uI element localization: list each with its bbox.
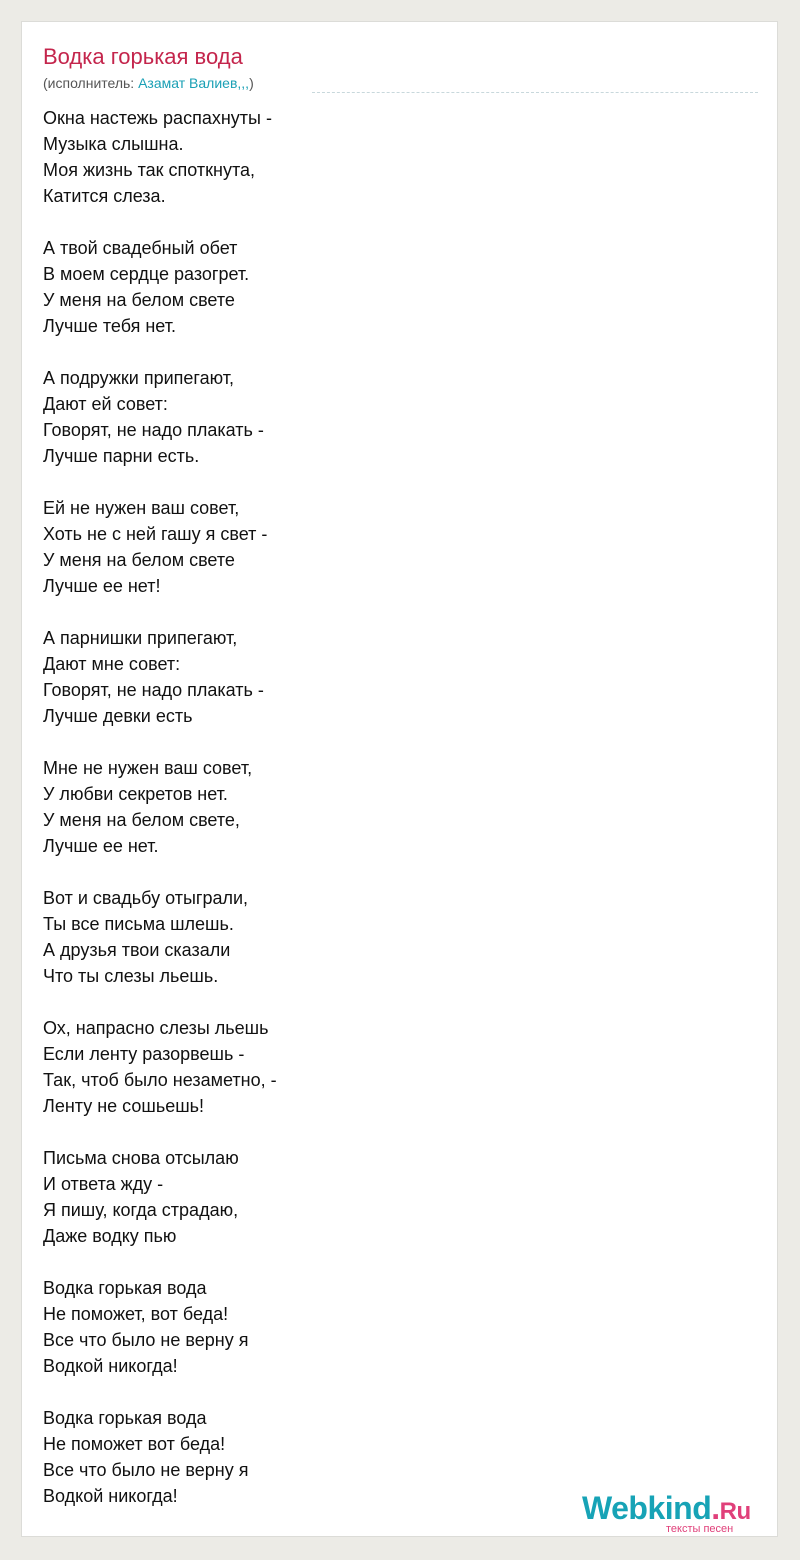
lyrics-line: Лучше тебя нет. [43, 316, 176, 336]
lyrics-line: Говорят, не надо плакать - [43, 680, 264, 700]
lyrics-line: Лучше парни есть. [43, 446, 200, 466]
lyrics-line: Лучше девки есть [43, 706, 193, 726]
lyrics-stanza [43, 1145, 277, 1249]
artist-line [43, 74, 254, 92]
lyrics-line: Катится слеза. [43, 186, 166, 206]
lyrics-line: Водкой никогда! [43, 1356, 178, 1376]
lyrics-line: Водка горькая вода [43, 1278, 207, 1298]
logo-name: Webkind [582, 1490, 712, 1526]
lyrics-line: Лучше ее нет! [43, 576, 161, 596]
lyrics-line: Все что было не верну я [43, 1460, 249, 1480]
lyrics-line: У меня на белом свете [43, 290, 235, 310]
lyrics-line: Не поможет, вот беда! [43, 1304, 229, 1324]
lyrics-line: У меня на белом свете [43, 550, 235, 570]
lyrics-line: Моя жизнь так споткнута, [43, 160, 256, 180]
lyrics-stanza [43, 885, 277, 989]
lyrics-line: Вот и свадьбу отыграли, [43, 888, 249, 908]
lyrics-stanza [43, 755, 277, 859]
song-title: Водка горькая вода [43, 44, 243, 69]
logo-tagline: тексты песен [666, 1523, 734, 1535]
title-divider [312, 92, 758, 93]
lyrics-line: Я пишу, когда страдаю, [43, 1200, 239, 1220]
lyrics-line: Что ты слезы льешь. [43, 966, 219, 986]
lyrics-line: Ты все письма шлешь. [43, 914, 234, 934]
webkind-logo[interactable] [582, 1490, 778, 1534]
lyrics-stanza [43, 1405, 277, 1509]
lyrics-line: Дают ей совет: [43, 394, 168, 414]
artist-suffix: ) [249, 75, 254, 91]
lyrics-line: Говорят, не надо плакать - [43, 420, 264, 440]
lyrics-stanza [43, 235, 277, 339]
lyrics-stanza [43, 1015, 277, 1119]
lyrics-line: Хоть не с ней гашу я свет - [43, 524, 268, 544]
lyrics-card [21, 21, 778, 1537]
lyrics-line: А парнишки припегают, [43, 628, 238, 648]
logo-tld: Ru [719, 1498, 751, 1525]
lyrics-line: Окна настежь распахнуты - [43, 108, 272, 128]
lyrics-line: Ох, напрасно слезы льешь [43, 1018, 269, 1038]
lyrics-stanza [43, 495, 277, 599]
lyrics-line: Если ленту разорвешь - [43, 1044, 245, 1064]
lyrics-line: Ленту не сошьешь! [43, 1096, 205, 1116]
lyrics-line: Все что было не верну я [43, 1330, 249, 1350]
lyrics-stanza [43, 105, 277, 209]
lyrics-line: Даже водку пью [43, 1226, 177, 1246]
lyrics-line: И ответа жду - [43, 1174, 164, 1194]
logo-dot: . [711, 1490, 720, 1526]
lyrics-body [43, 105, 277, 1535]
lyrics-stanza [43, 625, 277, 729]
lyrics-line: Не поможет вот беда! [43, 1434, 226, 1454]
lyrics-line: Водка горькая вода [43, 1408, 207, 1428]
lyrics-line: А друзья твои сказали [43, 940, 231, 960]
lyrics-line: Ей не нужен ваш совет, [43, 498, 240, 518]
lyrics-line: Музыка слышна. [43, 134, 184, 154]
lyrics-line: А подружки припегают, [43, 368, 234, 388]
artist-prefix: (исполнитель: [43, 75, 139, 91]
lyrics-line: У меня на белом свете, [43, 810, 240, 830]
lyrics-line: А твой свадебный обет [43, 238, 238, 258]
lyrics-line: Дают мне совет: [43, 654, 181, 674]
lyrics-line: Письма снова отсылаю [43, 1148, 239, 1168]
lyrics-line: Водкой никогда! [43, 1486, 178, 1506]
lyrics-stanza [43, 1275, 277, 1379]
lyrics-line: Мне не нужен ваш совет, [43, 758, 253, 778]
lyrics-line: В моем сердце разогрет. [43, 264, 250, 284]
lyrics-line: Лучше ее нет. [43, 836, 159, 856]
artist-link[interactable]: Азамат Валиев,,, [138, 75, 250, 91]
lyrics-line: У любви секретов нет. [43, 784, 228, 804]
lyrics-stanza [43, 365, 277, 469]
lyrics-line: Так, чтоб было незаметно, - [43, 1070, 277, 1090]
